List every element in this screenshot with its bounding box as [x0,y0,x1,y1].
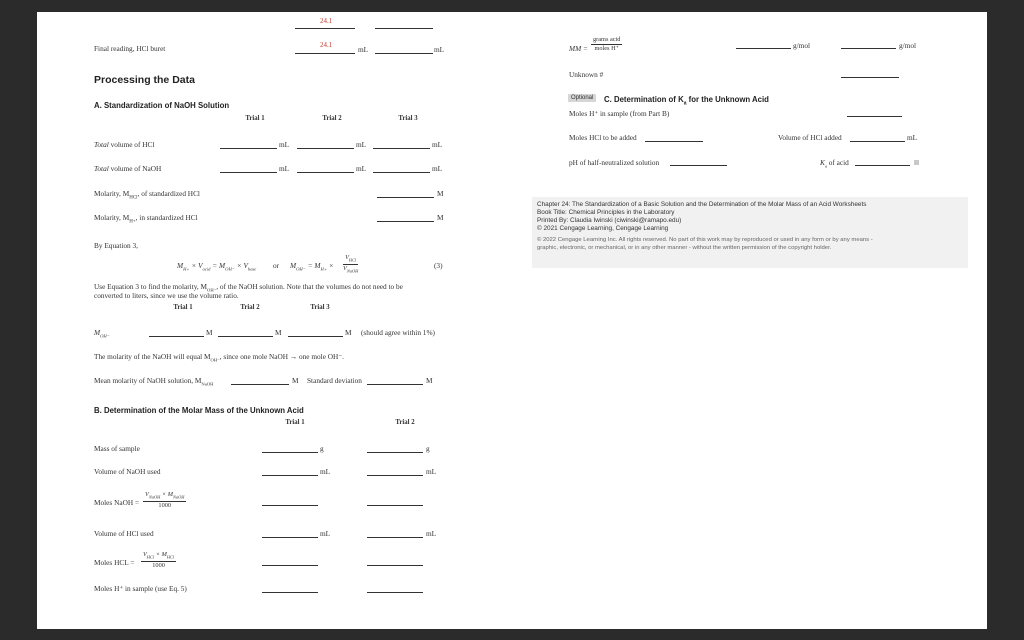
section-a-title: A. Standardization of NaOH Solution [94,101,230,110]
mean-molarity-label: Mean molarity of NaOH solution, $M_{NaOH}$ [94,376,214,387]
citation-box [532,197,968,268]
unit-m: M [426,376,433,385]
chapter-text: Chapter 24: The Standardization of a Basic Solution and the Determination of the Molar Mass of an Acid Worksheets [537,201,867,208]
equation-right: $M_{OH-} = M_{H+}$ × [290,261,334,272]
partial-reading-value: 24.1 [320,17,333,25]
unit-ml: mL [279,140,290,149]
worksheet-page [37,12,987,629]
unit-g: g [320,444,324,453]
unit-ml: mL [907,133,918,142]
trial-header: Trial 2 [240,304,260,311]
trial-header: Trial 3 [310,304,330,311]
moles-naoh-label: Moles NaOH = [94,498,140,507]
unknown-label: Unknown # [569,70,604,79]
rights-notice-line2: graphic, electronic, or mechanical, or in any other manner - without the written permission of the copyright holder. [537,245,832,251]
answer-line [367,452,423,453]
answer-line [297,172,354,173]
use-equation-line1: Use Equation 3 to find the molarity, $M_{OH-}$, of the NaOH solution. Note that the volumes do not need to be [94,282,403,293]
answer-line [262,537,318,538]
moles-hcl-label: Moles HCL = [94,558,135,567]
unit-m: M [206,328,213,337]
trial-header: Trial 2 [322,115,342,122]
answer-line [295,53,355,54]
answer-line [373,172,430,173]
vol-hcl-label: Volume of HCl used [94,529,154,538]
moles-hcl-added-label: Moles HCl to be added [569,133,637,142]
volume-ratio-fraction: $V_{HCl}$ $V_{NaOH}$ [343,254,359,274]
answer-line [297,148,354,149]
unit-m: M [345,328,352,337]
edit-marker-icon [914,160,919,165]
vol-hcl-added-label: Volume of HCl added [778,133,842,142]
unit-m: M [437,213,444,222]
rights-notice-line1: © 2022 Cengage Learning Inc. All rights reserved. No part of this work may by reproduced or used in any form or by any means - [537,237,873,243]
trial-header: Trial 1 [173,304,193,311]
answer-line [295,28,355,29]
equation-or: or [273,261,280,270]
total-naoh-label: Total volume of NaOH [94,164,162,173]
unit-gmol: g/mol [793,41,811,50]
printed-by-text: Printed By: Claudia Iwinski (ciwinski@ramapo.edu) [537,217,682,224]
unit-ml: mL [358,45,369,54]
answer-line [367,384,423,385]
std-dev-label: Standard deviation [307,376,362,385]
answer-line [367,592,423,593]
answer-line [262,565,318,566]
trial-header: Trial 1 [285,419,305,426]
answer-line [218,336,273,337]
answer-line [220,172,277,173]
unit-m: M [437,189,444,198]
equation-number: (3) [434,261,443,270]
answer-line [645,141,703,142]
ka-label: $K_a$ of acid [820,158,849,169]
answer-line [262,592,318,593]
answer-line [375,53,433,54]
mm-fraction: grams acid moles H⁺ [593,36,621,52]
unit-ml: mL [432,140,443,149]
answer-line [855,165,910,166]
moh-label: $M_{OH-}$ [94,328,110,339]
vol-naoh-label: Volume of NaOH used [94,467,161,476]
use-equation-line2: converted to liters, since we use the volume ratio. [94,291,239,300]
molarity-hcl-label: Molarity, $M_{HCl}$, of standardized HCl [94,189,200,201]
unit-ml: mL [432,164,443,173]
total-hcl-label: Total volume of HCl [94,140,155,149]
unit-gmol: g/mol [899,41,917,50]
answer-line [367,475,423,476]
by-equation-text: By Equation 3, [94,241,138,250]
answer-line [262,452,318,453]
answer-line [841,77,899,78]
mass-sample-label: Mass of sample [94,444,140,453]
mm-label: MM = [569,44,588,53]
final-reading-value: 24.1 [320,41,333,49]
answer-line [231,384,289,385]
unit-ml: mL [320,529,331,538]
equation-left: $M_{H+} \times V_{acid} = M_{OH-} \times V_{base}$ [177,261,257,272]
naoh-molarity-note: The molarity of the NaOH will equal $M_{OH-}$, since one mole NaOH → one mole OH⁻. [94,352,344,363]
answer-line [850,141,905,142]
answer-line [841,48,896,49]
unit-ml: mL [279,164,290,173]
answer-line [377,197,434,198]
moles-hcl-fraction: $V_{HCl} \times M_{HCl}$ 1000 [143,551,175,570]
processing-title: Processing the Data [94,74,195,86]
agree-note: (should agree within 1%) [361,328,435,337]
molarity-h-label: Molarity, $M_{H+}$, in standardized HCl [94,213,198,225]
answer-line [847,116,902,117]
answer-line [670,165,727,166]
moles-h-partb-label: Moles H⁺ in sample (from Part B) [569,109,670,118]
book-title-text: Book Title: Chemical Principles in the Laboratory [537,209,675,216]
optional-badge: Optional [568,94,596,102]
section-c-title: C. Determination of $K_a$ for the Unknown Acid [604,95,769,107]
answer-line [736,48,791,49]
answer-line [367,505,423,506]
unit-ml: mL [320,467,331,476]
unit-ml: mL [434,45,445,54]
unit-ml: mL [426,529,437,538]
trial-header: Trial 2 [395,419,415,426]
unit-m: M [275,328,282,337]
answer-line [367,565,423,566]
answer-line [220,148,277,149]
answer-line [288,336,343,337]
unit-ml: mL [356,164,367,173]
answer-line [262,475,318,476]
answer-line [262,505,318,506]
unit-ml: mL [426,467,437,476]
answer-line [375,28,433,29]
moles-h-label: Moles H⁺ in sample (use Eq. 5) [94,584,187,593]
unit-g: g [426,444,430,453]
answer-line [377,221,434,222]
answer-line [367,537,423,538]
trial-header: Trial 3 [398,115,418,122]
ph-label: pH of half-neutralized solution [569,158,660,167]
moles-naoh-fraction: $V_{NaOH} \times M_{NaOH}$ 1000 [145,491,185,510]
final-reading-label: Final reading, HCl buret [94,44,166,53]
answer-line [373,148,430,149]
section-b-title: B. Determination of the Molar Mass of the Unknown Acid [94,406,304,415]
copyright-text: © 2021 Cengage Learning, Cengage Learning [537,225,669,232]
trial-header: Trial 1 [245,115,265,122]
unit-m: M [292,376,299,385]
unit-ml: mL [356,140,367,149]
answer-line [149,336,204,337]
